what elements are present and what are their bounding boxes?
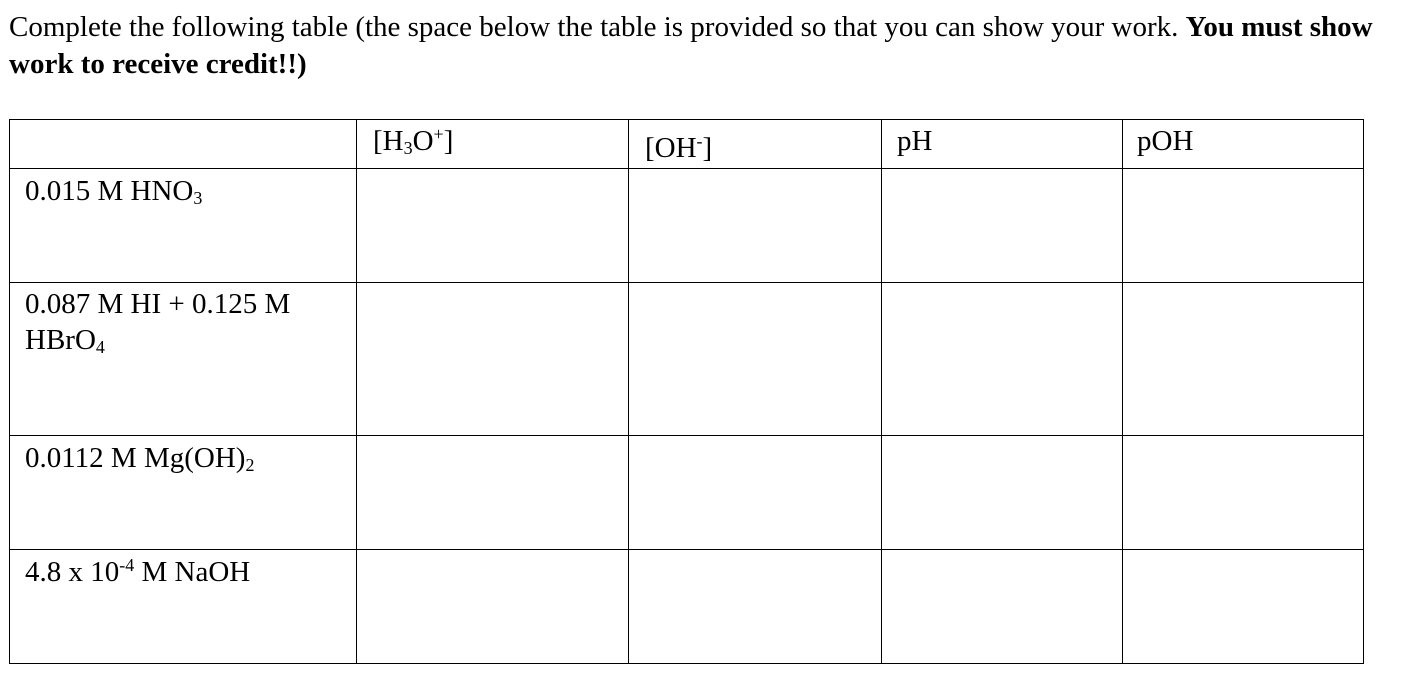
- table-row: [10, 169, 1364, 283]
- instructions-bold: You must show work to receive credit!!): [9, 11, 1373, 80]
- answer-cell[interactable]: [1123, 435, 1364, 549]
- header-h3o: $[H_3O^+]$: [357, 120, 629, 169]
- row-label-hno3: 0.015 M $HNO_3$: [10, 169, 357, 283]
- header-oh: [OH-]: [629, 120, 882, 169]
- header-poh: pOH: [1123, 120, 1364, 169]
- header-corner-cell: [10, 120, 357, 169]
- answer-cell[interactable]: [882, 169, 1123, 283]
- answer-cell[interactable]: [629, 549, 882, 663]
- table-header-row: [10, 120, 1364, 169]
- answer-cell[interactable]: [629, 169, 882, 283]
- answer-cell[interactable]: [357, 549, 629, 663]
- answer-cell[interactable]: [357, 169, 629, 283]
- answer-cell[interactable]: [882, 549, 1123, 663]
- answer-cell[interactable]: [1123, 549, 1364, 663]
- table-row: [10, 435, 1364, 549]
- answer-cell[interactable]: [357, 435, 629, 549]
- answer-cell[interactable]: [1123, 283, 1364, 435]
- ph-table: [9, 119, 1364, 664]
- table-row: [10, 549, 1364, 663]
- answer-cell[interactable]: [629, 283, 882, 435]
- answer-cell[interactable]: [882, 283, 1123, 435]
- instructions-text: [9, 9, 1399, 83]
- row-label-hi-hbro4: 0.087 M HI + 0.125 M HBrO$_4$: [10, 283, 357, 435]
- header-ph: pH: [882, 120, 1123, 169]
- instructions-normal: Complete the following table (the space below the table is provided so that you can show your work.: [9, 11, 1186, 43]
- row-label-naoh: 4.8 x $10^{-4}$ M NaOH: [10, 549, 357, 663]
- answer-cell[interactable]: [882, 435, 1123, 549]
- answer-cell[interactable]: [1123, 169, 1364, 283]
- table-row: [10, 283, 1364, 435]
- answer-cell[interactable]: [629, 435, 882, 549]
- answer-cell[interactable]: [357, 283, 629, 435]
- row-label-mgoh2: 0.0112 M $Mg(OH)_2$: [10, 435, 357, 549]
